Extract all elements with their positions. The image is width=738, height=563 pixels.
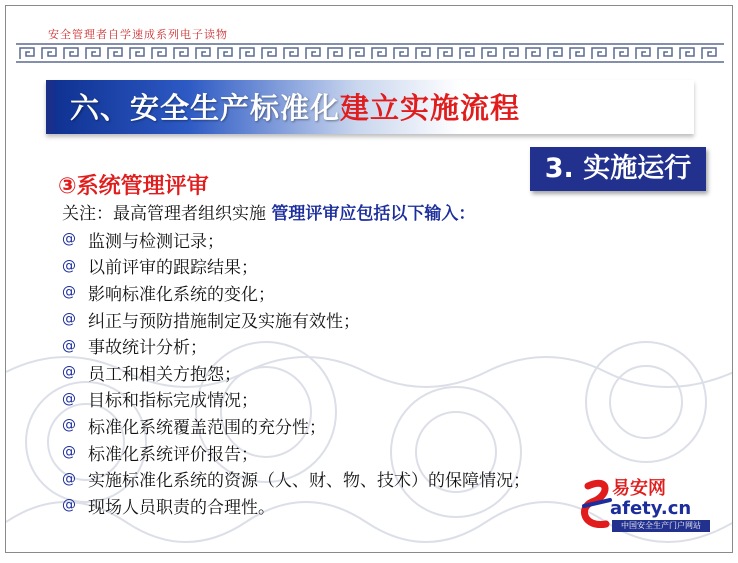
meander-border-pattern <box>16 42 724 64</box>
slide <box>5 5 733 553</box>
spiral-bullet-icon: @ <box>62 444 76 461</box>
spiral-bullet-icon: @ <box>62 390 76 407</box>
list-item-text: 影响标准化系统的变化； <box>88 284 275 305</box>
list-item <box>62 492 530 519</box>
spiral-bullet-icon: @ <box>62 311 76 328</box>
list-item-text: 纠正与预防措施制定及实施有效性； <box>88 311 360 332</box>
series-title: 安全管理者自学速成系列电子读物 <box>48 28 228 41</box>
list-item-text: 标准化系统评价报告； <box>88 444 258 465</box>
list-item-text: 监测与检测记录； <box>88 231 224 252</box>
list-item <box>62 226 530 253</box>
list-item-text: 事故统计分析； <box>88 338 207 359</box>
list-item <box>62 439 530 466</box>
list-item <box>62 332 530 359</box>
spiral-bullet-icon: @ <box>62 497 76 514</box>
list-item-text: 现场人员职责的合理性。 <box>88 497 275 518</box>
page-title <box>70 86 520 127</box>
list-item-text: 标准化系统覆盖范围的充分性； <box>88 417 326 438</box>
list-item <box>62 465 530 492</box>
section-label: 3. 实施运行 <box>530 147 706 191</box>
spiral-bullet-icon: @ <box>62 284 76 301</box>
logo-name-cn: 易安网 <box>612 478 666 499</box>
list-item-text: 员工和相关方抱怨； <box>88 364 241 385</box>
list-item-text: 实施标准化系统的资源（人、财、物、技术）的保障情况； <box>88 471 530 492</box>
list-item <box>62 412 530 439</box>
spiral-bullet-icon: @ <box>62 257 76 274</box>
spiral-bullet-icon: @ <box>62 337 76 354</box>
list-item-text: 目标和指标完成情况； <box>88 391 258 412</box>
subsection-heading: ③系统管理评审 <box>58 174 209 199</box>
spiral-bullet-icon: @ <box>62 364 76 381</box>
list-item <box>62 279 530 306</box>
list-item <box>62 359 530 386</box>
spiral-bullet-icon: @ <box>62 417 76 434</box>
list-item-text: 以前评审的跟踪结果； <box>88 258 258 279</box>
banner-accent-bar <box>46 80 54 134</box>
focus-emphasis: 管理评审应包括以下输入： <box>271 204 476 224</box>
focus-prefix: 关注：最高管理者组织实施 <box>62 204 272 224</box>
list-item <box>62 253 530 280</box>
page-title-part1: 六、安全生产标准化 <box>70 91 341 125</box>
logo-name-en: afety.cn <box>610 498 692 519</box>
focus-line <box>62 199 475 224</box>
list-item <box>62 306 530 333</box>
page-title-part2: 建立实施流程 <box>340 91 521 125</box>
logo-tagline: 中国安全生产门户网站 <box>612 520 710 532</box>
spiral-bullet-icon: @ <box>62 470 76 487</box>
list-item <box>62 386 530 413</box>
spiral-bullet-icon: @ <box>62 231 76 248</box>
inputs-list <box>62 226 530 519</box>
